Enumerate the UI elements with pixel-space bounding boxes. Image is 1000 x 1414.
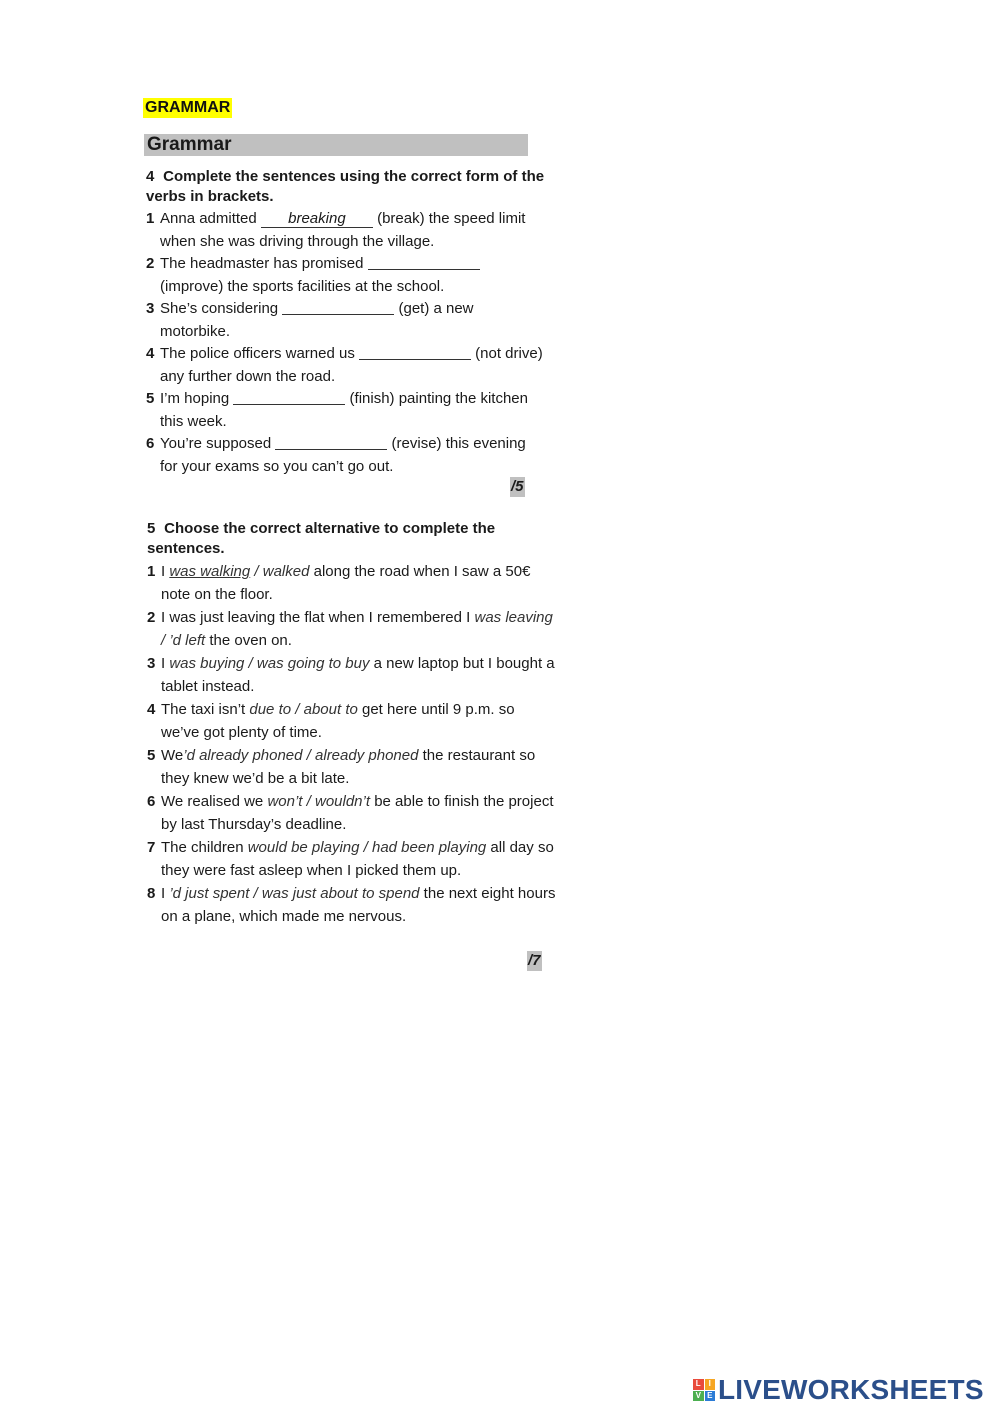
exercise-number: 5 (147, 520, 156, 537)
list-item (147, 560, 557, 606)
alternative-option-a[interactable]: was walking (169, 563, 251, 580)
item-text-before: The children (161, 839, 248, 856)
answer-blank-input[interactable] (368, 255, 480, 270)
item-text-before: You’re supposed (160, 435, 276, 452)
alternative-option-b[interactable]: about to (303, 701, 358, 718)
page-tag-highlight: GRAMMAR (145, 99, 231, 116)
exercise-4-score: /5 (511, 478, 524, 495)
exercise-instruction: Choose the correct alternative to complete the sentences. (147, 520, 496, 557)
answer-blank-input[interactable] (359, 345, 471, 360)
item-text-before: We realised we (161, 793, 268, 810)
item-number: 4 (147, 701, 156, 718)
item-text-before: The headmaster has promised (160, 255, 368, 272)
list-item (147, 790, 557, 836)
section-title-bar (144, 134, 528, 156)
item-text-before: The taxi isn’t (161, 701, 250, 718)
logo-mark-square: L (693, 1379, 704, 1390)
item-number: 1 (146, 210, 155, 227)
logo-mark-icon (693, 1379, 715, 1401)
alternative-option-b[interactable]: was going to buy (256, 655, 370, 672)
alternative-option-b[interactable]: already phoned (315, 747, 419, 764)
item-number: 8 (147, 885, 156, 902)
logo-mark-square: I (705, 1379, 716, 1390)
alternative-option-b[interactable]: was just about to spend (261, 885, 420, 902)
exercise-instruction: Complete the sentences using the correct form of the verbs in brackets. (146, 168, 545, 205)
item-number: 4 (146, 345, 155, 362)
alternative-option-a[interactable]: ’d already phoned (183, 747, 303, 764)
list-item (147, 836, 557, 882)
item-number: 1 (147, 563, 156, 580)
exercise-5-score: /7 (528, 952, 541, 969)
exercise-5-items (147, 560, 557, 928)
alternative-separator: / (302, 747, 316, 764)
logo-text: LIVEWORKSHEETS (718, 1374, 984, 1405)
alternative-separator: / (302, 793, 315, 810)
item-text-before: I (161, 885, 170, 902)
exercise-4 (146, 167, 546, 478)
list-item (147, 744, 557, 790)
item-number: 3 (147, 655, 156, 672)
answer-blank-input[interactable] (233, 390, 345, 405)
item-text-after: the next eight hours on a plane, which made me nervous. (161, 885, 556, 925)
list-item (147, 652, 557, 698)
alternative-separator: / (250, 563, 263, 580)
exercise-4-items (146, 208, 546, 478)
alternative-separator: / (249, 885, 262, 902)
list-item (147, 606, 557, 652)
alternative-option-a[interactable]: ’d just spent (169, 885, 250, 902)
answer-blank-input[interactable] (282, 300, 394, 315)
item-number: 7 (147, 839, 156, 856)
item-text-after: (not drive) any further down the road. (160, 345, 543, 385)
item-text-after: be able to finish the project by last Thursday’s deadline. (161, 793, 554, 833)
item-text-before: The police officers warned us (160, 345, 359, 362)
answer-blank-input[interactable]: breaking (261, 211, 373, 228)
alternative-option-b[interactable]: ’d left (169, 632, 206, 649)
alternative-option-a[interactable]: won’t (267, 793, 303, 810)
item-text-after: the oven on. (205, 632, 292, 649)
list-item (146, 208, 546, 253)
item-text-before: I was just leaving the flat when I remembered I (161, 609, 475, 626)
exercise-5 (147, 519, 557, 928)
item-number: 6 (146, 435, 155, 452)
list-item (146, 298, 546, 343)
alternative-option-b[interactable]: wouldn’t (314, 793, 371, 810)
alternative-option-a[interactable]: due to (249, 701, 292, 718)
exercise-4-heading (146, 167, 546, 207)
item-number: 5 (147, 747, 156, 764)
item-text-after: (finish) painting the kitchen this week. (160, 390, 528, 430)
alternative-option-a[interactable]: was leaving (474, 609, 553, 626)
item-text-after: a new laptop but I bought a tablet instead. (161, 655, 555, 695)
item-text-before: I (161, 563, 170, 580)
item-text-after: all day so they were fast asleep when I picked them up. (161, 839, 554, 879)
item-number: 6 (147, 793, 156, 810)
item-text-before: I (161, 655, 170, 672)
alternative-option-a[interactable]: would be playing (247, 839, 360, 856)
item-number: 3 (146, 300, 155, 317)
item-text-after: (get) a new motorbike. (160, 300, 474, 340)
list-item (147, 882, 557, 928)
item-text-after: get here until 9 p.m. so we’ve got plenty of time. (161, 701, 515, 741)
answer-blank-input[interactable] (275, 435, 387, 450)
item-number: 2 (146, 255, 155, 272)
logo-mark-square: E (705, 1391, 716, 1402)
list-item (147, 698, 557, 744)
item-text-after: (improve) the sports facilities at the school. (160, 277, 445, 295)
item-text-before: She’s considering (160, 300, 283, 317)
liveworksheets-logo[interactable] (693, 1374, 984, 1406)
list-item (146, 388, 546, 433)
alternative-separator: / (291, 701, 304, 718)
alternative-option-a[interactable]: was buying (169, 655, 245, 672)
list-item (146, 433, 546, 478)
alternative-option-b[interactable]: walked (262, 563, 310, 580)
item-number: 5 (146, 390, 155, 407)
list-item (146, 343, 546, 388)
item-text-after: the restaurant so they knew we’d be a bit late. (161, 747, 536, 787)
alternative-option-b[interactable]: had been playing (371, 839, 487, 856)
exercise-5-heading (147, 519, 557, 559)
alternative-separator: / (161, 632, 170, 649)
item-text-after: (revise) this evening for your exams so you can’t go out. (160, 435, 526, 475)
alternative-separator: / (359, 839, 372, 856)
item-text-after: (break) the speed limit when she was driving through the village. (160, 210, 526, 250)
alternative-separator: / (244, 655, 257, 672)
item-number: 2 (147, 609, 156, 626)
item-text-after: along the road when I saw a 50€ note on the floor. (161, 563, 531, 603)
item-text-before: I’m hoping (160, 390, 234, 407)
item-text-before: We (161, 747, 184, 764)
section-title: Grammar (147, 134, 232, 155)
item-text-before: Anna admitted (160, 210, 261, 227)
exercise-number: 4 (146, 168, 155, 185)
list-item (146, 253, 546, 298)
logo-mark-square: V (693, 1391, 704, 1402)
